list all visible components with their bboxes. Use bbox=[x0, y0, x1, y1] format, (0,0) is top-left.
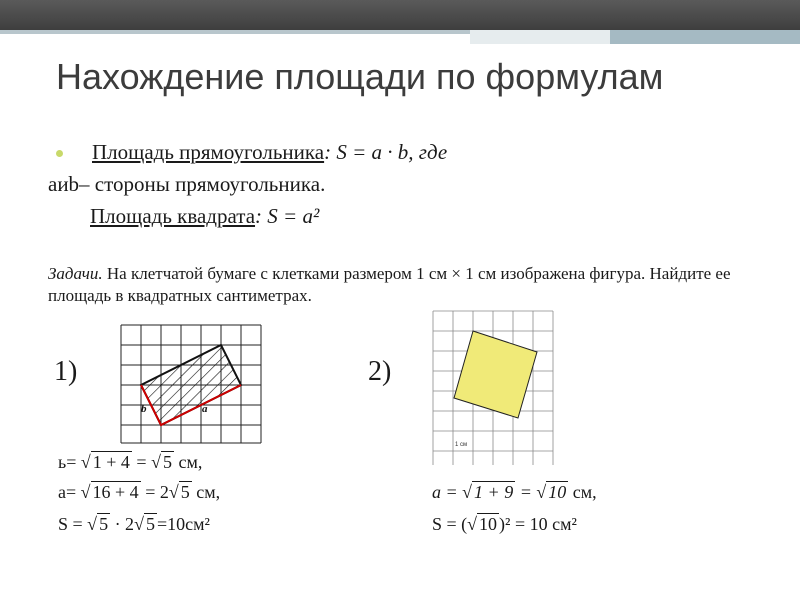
s2-radicand: 10 bbox=[479, 514, 498, 534]
a2-mid: = bbox=[515, 482, 537, 502]
sqrt-symbol: √ 16 + 4 bbox=[80, 482, 139, 502]
b-prefix: ь= bbox=[58, 452, 77, 472]
a-mid: = 2 bbox=[140, 482, 169, 502]
a-radicand-1: 16 + 4 bbox=[92, 482, 139, 502]
figure-2-number: 2) bbox=[368, 356, 392, 387]
solution-1-a bbox=[58, 482, 220, 503]
task-lead: Задачи. bbox=[48, 264, 103, 283]
solution-1-s bbox=[58, 514, 210, 535]
b-unit: см, bbox=[173, 452, 203, 472]
sqrt-symbol: √ 10 bbox=[467, 514, 498, 534]
label-b: b bbox=[141, 403, 147, 415]
solution-1-b bbox=[58, 452, 202, 473]
header-accent-dark bbox=[610, 30, 800, 44]
a2-radicand-2: 10 bbox=[548, 482, 567, 502]
rectangle-area-formula: : S = a · b, где bbox=[324, 140, 448, 164]
square-area-line bbox=[48, 204, 319, 229]
solution-2-a bbox=[432, 482, 597, 503]
slide-header-bar bbox=[0, 0, 800, 30]
bullet-icon bbox=[56, 150, 63, 157]
b-radicand-1: 1 + 4 bbox=[92, 452, 130, 472]
s-prefix: S = bbox=[58, 514, 88, 534]
a-unit: см, bbox=[191, 482, 221, 502]
solution-2-s bbox=[432, 514, 577, 535]
figure-2-grid bbox=[432, 310, 562, 466]
sqrt-symbol: √ 5 bbox=[151, 452, 172, 472]
sqrt-symbol: √ 1 + 9 bbox=[462, 482, 514, 502]
a-prefix: а= bbox=[58, 482, 77, 502]
s-radicand-1: 5 bbox=[99, 514, 109, 534]
sqrt-symbol: √ 5 bbox=[168, 482, 190, 502]
task-text bbox=[48, 263, 768, 307]
rectangle-area-label: Площадь прямоугольника bbox=[92, 140, 325, 164]
a-radicand-2: 5 bbox=[180, 482, 190, 502]
rectangle-sides-text: aиb– стороны прямоугольника. bbox=[48, 172, 326, 196]
a2-unit: см, bbox=[568, 482, 597, 502]
sqrt-symbol: √ 1 + 4 bbox=[80, 452, 130, 472]
sqrt-symbol: √ 5 bbox=[87, 514, 109, 534]
label-a: a bbox=[202, 403, 208, 415]
yellow-square bbox=[454, 331, 537, 418]
a2-prefix: a = bbox=[432, 482, 463, 502]
s-radicand-2: 5 bbox=[145, 514, 155, 534]
rectangle-area-line bbox=[92, 140, 447, 165]
s-mid: · 2 bbox=[110, 514, 135, 534]
slide-title: Нахождение площади по формулам bbox=[56, 56, 664, 97]
sqrt-symbol: √ 10 bbox=[536, 482, 567, 502]
figure-1-number: 1) bbox=[54, 356, 78, 387]
b-radicand-2: 5 bbox=[162, 452, 172, 472]
s2-prefix: S = ( bbox=[432, 514, 468, 534]
b-mid: = bbox=[131, 452, 152, 472]
sqrt-symbol: √ 5 bbox=[134, 514, 155, 534]
figure-1-grid bbox=[120, 324, 266, 444]
s2-mid: )² = 10 см² bbox=[499, 514, 577, 534]
s-end: =10см² bbox=[156, 514, 210, 534]
square-area-formula: : S = a² bbox=[255, 204, 320, 228]
unit-label: 1 см bbox=[455, 442, 468, 448]
square-area-label: Площадь квадрата bbox=[90, 204, 256, 228]
task-body: На клетчатой бумаге с клетками размером 1 см × 1 см изображена фигура. Найдите ее площадь в квадратных сантиметрах. bbox=[48, 264, 731, 305]
a2-radicand-1: 1 + 9 bbox=[474, 482, 514, 502]
